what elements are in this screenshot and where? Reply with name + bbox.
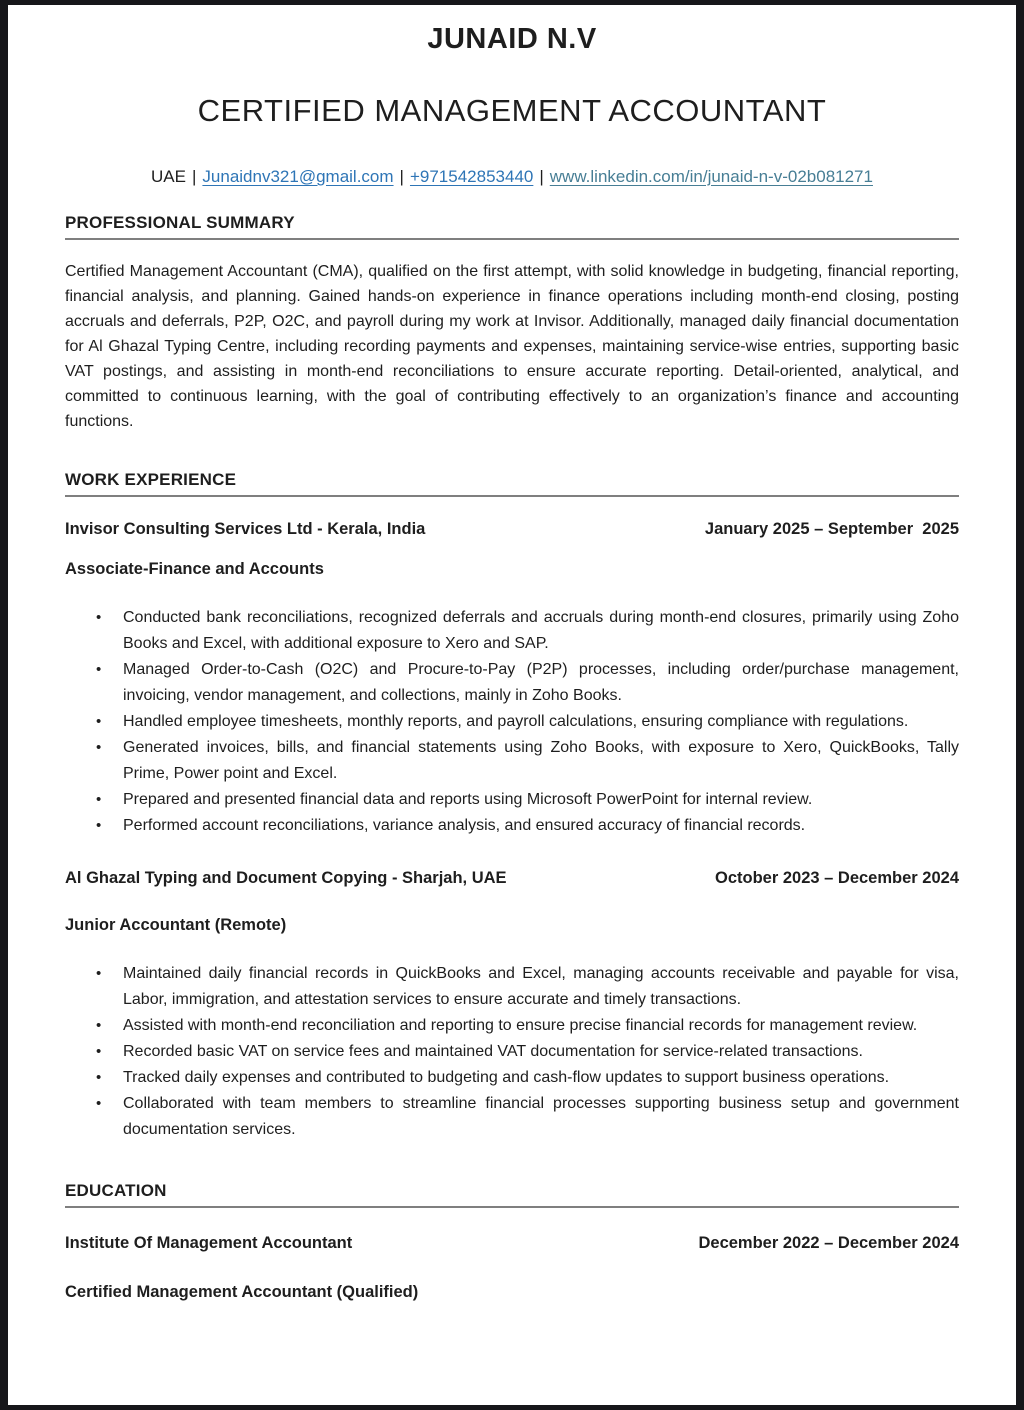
resume-page	[8, 5, 1016, 1405]
contact-location: UAE	[151, 167, 186, 186]
section-heading-professional-summary: PROFESSIONAL SUMMARY	[65, 213, 959, 240]
candidate-title: CERTIFIED MANAGEMENT ACCOUNTANT	[197, 93, 827, 128]
job-bullet: • Managed Order-to-Cash (O2C) and Procure-to-Pay (P2P) processes, including order/purchase management, invoicing, vendor management, and collections, mainly in Zoho Books.	[123, 657, 959, 709]
section-professional-summary	[65, 213, 959, 434]
section-heading-work-experience: WORK EXPERIENCE	[65, 470, 959, 497]
job-bullet: • Tracked daily expenses and contributed to budgeting and cash-flow updates to support business operations.	[123, 1065, 959, 1091]
job-bullet: • Handled employee timesheets, monthly reports, and payroll calculations, ensuring compliance with regulations.	[123, 709, 959, 735]
linkedin-link[interactable]: www.linkedin.com/in/junaid-n-v-02b081271	[549, 167, 873, 186]
job-bullet: • Assisted with month-end reconciliation and reporting to ensure precise financial records for management review.	[123, 1013, 959, 1039]
job-role: Junior Accountant (Remote)	[65, 916, 287, 934]
institution-name: Institute Of Management Accountant	[65, 1234, 353, 1252]
job-header	[65, 869, 959, 888]
education-dates: December 2022 – December 2024	[698, 1234, 959, 1252]
job-bullet: • Generated invoices, bills, and financial statements using Zoho Books, with exposure to Xero, QuickBooks, Tally Prime, Power point and Excel.	[123, 735, 959, 787]
section-education	[65, 1181, 959, 1302]
contact-line	[65, 167, 959, 187]
education-header	[65, 1234, 959, 1253]
job-header	[65, 520, 959, 539]
job-bullet: • Prepared and presented financial data and reports using Microsoft PowerPoint for internal review.	[123, 787, 959, 813]
email-link[interactable]: Junaidnv321@gmail.com	[202, 167, 394, 186]
contact-separator: |	[399, 167, 404, 186]
job-dates: January 2025 – September 2025	[704, 520, 959, 538]
degree-name: Certified Management Accountant (Qualified)	[65, 1283, 419, 1301]
candidate-name: JUNAID N.V	[427, 23, 597, 55]
job-role: Associate-Finance and Accounts	[65, 560, 324, 578]
contact-separator: |	[539, 167, 544, 186]
job-bullet: • Recorded basic VAT on service fees and maintained VAT documentation for service-related transactions.	[123, 1039, 959, 1065]
phone-link[interactable]: +971542853440	[409, 167, 534, 186]
company-name: Al Ghazal Typing and Document Copying - Sharjah, UAE	[65, 869, 507, 887]
job-bullet-list	[65, 961, 959, 1143]
job-bullet: • Maintained daily financial records in QuickBooks and Excel, managing accounts receivable and payable for visa, Labor, immigration, and attestation services to ensure accurate and timely transactions.	[123, 961, 959, 1013]
summary-paragraph: Certified Management Accountant (CMA), qualified on the first attempt, with solid knowledge in budgeting, financial reporting, financial analysis, and planning. Gained hands-on experience in finance operations including month-end closing, posting accruals and deferrals, P2P, O2C, and payroll during my work at Invisor. Additionally, managed daily financial documentation for Al Ghazal Typing Centre, including recording payments and expenses, maintaining service-wise entries, supporting basic VAT postings, and assisting in month-end reconciliations to ensure accurate reporting. Detail-oriented, analytical, and committed to continuous learning, with the goal of contributing effectively to an organization’s finance and accounting functions.	[65, 263, 959, 430]
job-bullet: • Collaborated with team members to streamline financial processes supporting business setup and government documentation services.	[123, 1091, 959, 1143]
job-bullet: • Conducted bank reconciliations, recognized deferrals and accruals during month-end closures, primarily using Zoho Books and Excel, with additional exposure to Xero and SAP.	[123, 605, 959, 657]
contact-separator: |	[191, 167, 197, 186]
job-bullet: • Performed account reconciliations, variance analysis, and ensured accuracy of financial records.	[123, 813, 959, 839]
job-bullet-list	[65, 605, 959, 839]
section-work-experience	[65, 470, 959, 1143]
job-dates: October 2023 – December 2024	[715, 869, 959, 887]
section-heading-education: EDUCATION	[65, 1181, 959, 1208]
company-name: Invisor Consulting Services Ltd - Kerala, India	[65, 520, 426, 538]
